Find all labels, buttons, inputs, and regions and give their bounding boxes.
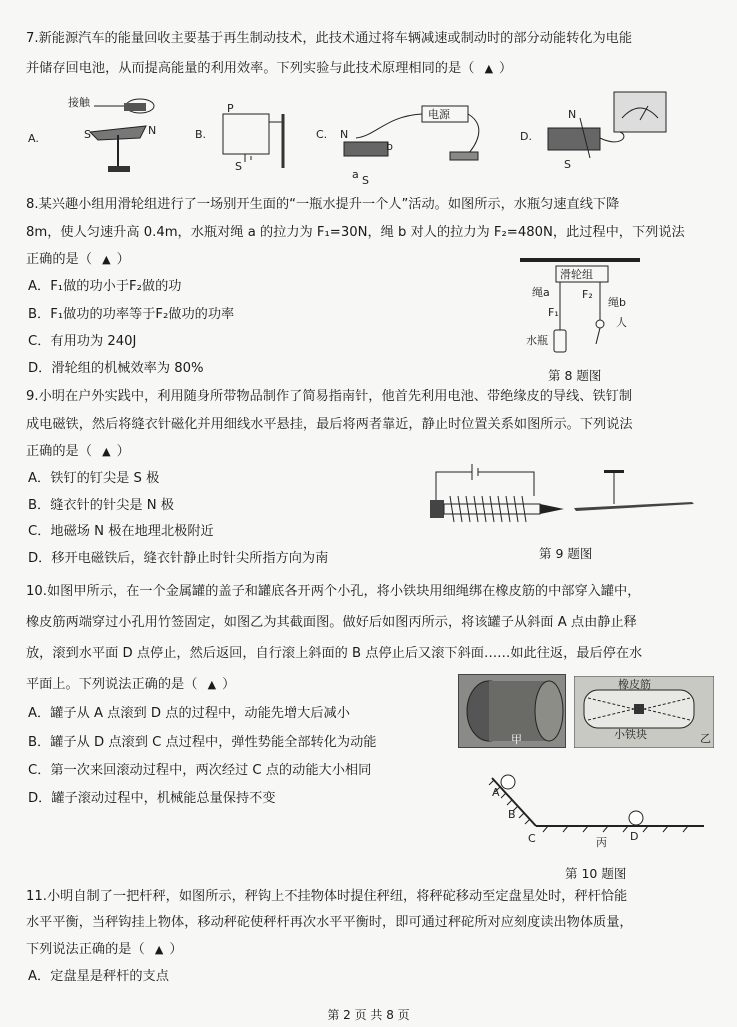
q9-line-1: 9.小明在户外实践中，利用随身所带物品制作了简易指南针，他首先利用电池、带绝缘皮的导线、铁钉制: [26, 389, 633, 404]
q8-line-3-text: 正确的是（: [26, 252, 92, 267]
q9-option-d: D．移开电磁铁后，缝衣针静止时针尖所指方向为南: [28, 551, 329, 566]
q9-caption: 第 9 题图: [539, 546, 593, 561]
q9-line-3: [26, 443, 130, 461]
q7-line-1: 7.新能源汽车的能量回收主要基于再生制动技术，此技术通过将车辆减速或制动时的部分动能转化为电能: [26, 31, 633, 46]
q8-fig-bottle: 水瓶: [526, 334, 548, 347]
answer-blank-mark: ▲: [102, 445, 111, 458]
q7-figure-a: [28, 90, 178, 180]
q10-photo-can: [458, 674, 566, 748]
q10-fig-yi: 乙: [700, 732, 711, 745]
q7-fig-a-s: S: [84, 128, 91, 141]
q10-caption: 第 10 题图: [565, 866, 627, 881]
q7-line-2-text: 并储存回电池，从而提高能量的利用效率。下列实验与此技术原理相同的是（: [26, 61, 475, 76]
q10-fig-a: A: [492, 786, 500, 799]
q11-line-1: 11.小明自制了一把杆秤，如图所示，秤钩上不挂物体时提住秤纽，将秤砣移动至定盘星处时，秤杆恰能: [26, 889, 628, 904]
q9-figure: [424, 456, 714, 538]
q8-fig-pulley: 滑轮组: [560, 268, 593, 281]
q7-line-2: [26, 60, 512, 78]
q7-fig-c-power: 电源: [428, 108, 450, 121]
q8-line-1: 8.某兴趣小组用滑轮组进行了一场别开生面的“一瓶水提升一个人”活动。如图所示，水瓶匀速直线下降: [26, 197, 620, 212]
q7-fig-c-n: N: [340, 128, 349, 141]
q10-option-d: D．罐子滚动过程中，机械能总量保持不变: [28, 791, 276, 806]
q11-line-3-text: 下列说法正确的是（: [26, 942, 145, 957]
q8-fig-rope-b: 绳b: [608, 296, 626, 309]
q8-option-b: B．F₁做功的功率等于F₂做功的功率: [28, 307, 235, 322]
q9-option-b: B．缝衣针的针尖是 N 极: [28, 498, 174, 513]
answer-blank-mark: ▲: [207, 678, 217, 691]
q9-line-3-text: 正确的是（: [26, 444, 92, 459]
q8-option-c: C．有用功为 240J: [28, 334, 137, 349]
q10-option-b: B．罐子从 D 点滚到 C 点过程中，弹性势能全部转化为动能: [28, 735, 377, 750]
q8-option-a: A．F₁做的功小于F₂做的功: [28, 279, 182, 294]
q10-fig-iron: 小铁块: [614, 728, 647, 741]
q7-opt-b-label: B.: [195, 128, 207, 141]
q8-fig-rope-a: 绳a: [532, 286, 550, 299]
q7-fig-c-a: a: [352, 168, 359, 181]
q10-figure-section: [574, 676, 714, 748]
q10-option-c: C．第一次来回滚动过程中，两次经过 C 点的动能大小相同: [28, 763, 372, 778]
q8-close: ）: [116, 252, 130, 267]
q10-figure-slope: [488, 770, 708, 852]
q10-fig-jia: 甲: [511, 733, 522, 746]
q10-line-4: [26, 676, 235, 694]
q8-caption: 第 8 题图: [548, 368, 602, 383]
q9-close: ）: [116, 444, 130, 459]
q7-fig-b-s: S: [235, 160, 242, 173]
q7-opt-c-label: C.: [316, 128, 328, 141]
q7-fig-a-n: N: [148, 124, 157, 137]
q10-line-4-text: 平面上。下列说法正确的是（: [26, 677, 198, 692]
answer-blank-mark: ▲: [484, 62, 494, 75]
q8-line-3: [26, 251, 130, 269]
q7-close: ）: [499, 61, 513, 76]
q10-line-3: 放，滚到水平面 D 点停止，然后返回，自行滚上斜面的 B 点停止后又滚下斜面……如此往返，最后停在水: [26, 646, 643, 661]
answer-blank-mark: ▲: [102, 253, 111, 266]
q10-fig-d: D: [630, 830, 639, 843]
q8-option-d: D．滑轮组的机械效率为 80%: [28, 361, 204, 376]
q7-fig-c-b: b: [386, 140, 393, 153]
q7-opt-a-label: A.: [28, 132, 39, 145]
q8-line-2: 8m，使人匀速升高 0.4m，水瓶对绳 a 的拉力为 F₁=30N，绳 b 对人的拉力为 F₂=480N，此过程中，下列说法: [26, 225, 685, 240]
q7-fig-d-s: S: [564, 158, 571, 171]
q10-close: ）: [222, 677, 236, 692]
q7-fig-d-n: N: [568, 108, 577, 121]
q7-figure-c: [316, 86, 496, 186]
q10-fig-bing: 丙: [596, 836, 607, 849]
q8-fig-f1: F₁: [548, 306, 559, 319]
q9-line-2: 成电磁铁，然后将缝衣针磁化并用细线水平悬挂，最后将两者靠近，静止时位置关系如图所示。下列说法: [26, 417, 633, 432]
q11-line-2: 水平平衡，当秤钩挂上物体，移动秤砣使秤杆再次水平平衡时，即可通过秤砣所对应刻度读出物体质量，: [26, 915, 633, 930]
q7-fig-c-s: S: [362, 174, 369, 186]
q10-fig-rubber: 橡皮筋: [618, 678, 651, 691]
answer-blank-mark: ▲: [154, 943, 164, 956]
q11-line-3: [26, 941, 183, 959]
q7-figure-d: [520, 88, 700, 178]
q9-option-a: A．铁钉的钉尖是 S 极: [28, 471, 160, 486]
q7-fig-a-contact: 接触: [68, 96, 90, 109]
q10-line-1: 10.如图甲所示，在一个金属罐的盖子和罐底各开两个小孔，将小铁块用细绳绑在橡皮筋的中部穿入罐中，: [26, 584, 641, 599]
q10-line-2: 橡皮筋两端穿过小孔用竹签固定，如图乙为其截面图。做好后如图丙所示，将该罐子从斜面 A 点由静止释: [26, 615, 637, 630]
q10-fig-c: C: [528, 832, 536, 845]
page-footer: 第 2 页 共 8 页: [327, 1008, 410, 1022]
q8-figure: [520, 258, 640, 358]
q8-fig-f2: F₂: [582, 288, 593, 301]
q11-close: ）: [169, 942, 183, 957]
q11-option-a: A．定盘星是秤杆的支点: [28, 969, 169, 984]
q7-opt-d-label: D.: [520, 130, 532, 143]
q10-fig-b: B: [508, 808, 516, 821]
q7-figure-b: [195, 100, 305, 175]
q7-fig-b-p: P: [227, 102, 234, 115]
q9-option-c: C．地磁场 N 极在地理北极附近: [28, 524, 214, 539]
q10-option-a: A．罐子从 A 点滚到 D 点的过程中，动能先增大后减小: [28, 706, 350, 721]
q8-fig-person: 人: [616, 316, 627, 329]
